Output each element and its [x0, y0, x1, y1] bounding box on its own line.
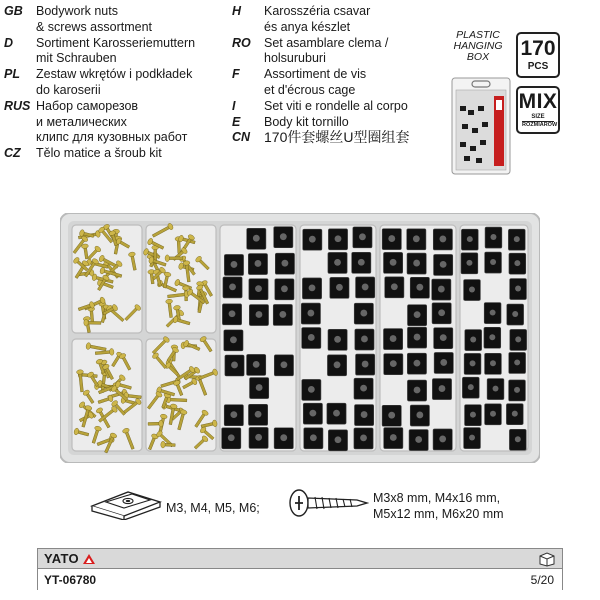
description-row-i: [232, 99, 444, 115]
clip-nut: [407, 327, 426, 348]
description-row-cz: [4, 146, 229, 162]
clip-nut: [304, 428, 323, 449]
clip-nut: [464, 280, 481, 301]
clip-nut: [353, 227, 372, 248]
pieces-count-unit: PCS: [527, 61, 549, 72]
description-text: Set asamblare clema / holsuruburi: [264, 35, 389, 66]
hanging-box-image: [450, 76, 512, 176]
package-box-icon: [538, 551, 556, 567]
clip-nut: [274, 355, 293, 376]
clip-nut: [407, 353, 426, 374]
language-code: E: [232, 114, 241, 129]
clip-nut: [433, 429, 452, 450]
clip-nut: [328, 252, 347, 273]
clip-nut: [301, 303, 320, 324]
clip-nut-icon: [88, 484, 164, 520]
clip-nut: [328, 329, 347, 350]
mix-badge-value: MIX: [518, 90, 558, 113]
language-code: RO: [232, 35, 251, 50]
clip-nut: [407, 380, 426, 401]
clip-nut: [484, 327, 501, 348]
clip-nut: [485, 353, 502, 374]
clip-nut: [509, 429, 526, 450]
clip-nut: [464, 428, 481, 449]
language-code: I: [232, 98, 236, 113]
language-code: RUS: [4, 98, 31, 113]
clip-nut: [222, 304, 241, 325]
language-code: CZ: [4, 146, 21, 161]
footer-brand-row: [38, 549, 562, 569]
clip-nut: [509, 352, 526, 373]
clip-nut: [385, 277, 404, 298]
clip-nut: [274, 227, 293, 248]
description-text: Bodywork nuts & screws assortment: [36, 4, 153, 34]
clip-nut: [484, 303, 501, 324]
clip-nut: [224, 405, 243, 426]
description-text: Assortiment de vis et d'écrous cage: [264, 67, 367, 97]
clip-nut: [275, 279, 294, 300]
description-text: Karosszéria csavar és anya készlet: [264, 4, 371, 34]
clip-nut: [462, 377, 479, 398]
language-code: CN: [232, 130, 251, 145]
mix-size-badge: [516, 86, 560, 134]
clip-nut: [354, 428, 373, 449]
clip-nut: [352, 252, 371, 273]
nut-sizes: M3, M4, M5, M6;: [166, 501, 260, 515]
clip-nut: [506, 404, 523, 425]
clip-nut: [247, 354, 266, 375]
clip-nut: [434, 328, 453, 349]
brand-name: YATO: [44, 551, 79, 566]
clip-nut: [225, 355, 244, 376]
clip-nut: [432, 303, 451, 324]
product-footer: [37, 548, 563, 590]
clip-nut: [330, 277, 349, 298]
clip-nut: [303, 403, 322, 424]
description-text: Zestaw wkrętów i podkładek do karoserii: [36, 67, 193, 97]
language-code: H: [232, 4, 242, 18]
description-row-gb: [4, 4, 229, 36]
description-text: 170件套螺丝U型圈组套: [264, 129, 410, 146]
clip-nut: [302, 379, 321, 400]
clip-nut: [354, 303, 373, 324]
clip-nut: [302, 278, 321, 299]
clip-nut: [461, 229, 478, 250]
clip-nut: [273, 304, 292, 325]
clip-nut: [487, 379, 504, 400]
clip-nut: [510, 329, 527, 350]
clip-nut: [382, 229, 401, 250]
mix-badge-line1: SIZE: [531, 114, 545, 120]
descriptions-right: [232, 4, 444, 146]
clip-nut: [356, 354, 375, 375]
description-row-cn: [232, 130, 444, 146]
clip-nut: [432, 379, 451, 400]
clip-nut: [248, 254, 267, 275]
model-number: YT-06780: [44, 573, 97, 587]
description-row-rus: [4, 99, 229, 146]
clip-nut: [383, 329, 402, 350]
clip-nut: [224, 254, 243, 275]
clip-nut: [509, 253, 526, 274]
footer-model-row: [38, 570, 562, 590]
clip-nut: [356, 277, 375, 298]
description-row-h: [232, 4, 444, 36]
clip-nut: [222, 428, 241, 449]
clip-nut: [355, 405, 374, 426]
clip-nut: [224, 330, 243, 351]
clip-nut: [384, 428, 403, 449]
pack-quantity: 5/20: [530, 573, 554, 587]
packaging-label: PLASTIC HANGING BOX: [453, 29, 503, 63]
clip-nut: [249, 279, 268, 300]
clip-nut: [434, 352, 453, 373]
clip-nut: [250, 378, 269, 399]
descriptions-left: [4, 4, 229, 162]
clip-nut: [274, 428, 293, 449]
clip-nut: [434, 254, 453, 275]
brand-logo: [44, 551, 96, 566]
clip-nut: [249, 427, 268, 448]
language-code: PL: [4, 67, 20, 82]
clip-nut: [275, 253, 294, 274]
description-text: Set viti e rondelle al corpo: [264, 98, 408, 113]
clip-nut: [354, 378, 373, 399]
clip-nut: [507, 304, 524, 325]
product-photo: [60, 213, 540, 463]
clip-nut: [407, 229, 426, 250]
clip-nut: [465, 330, 482, 351]
clip-nut: [408, 305, 427, 326]
clip-nut: [485, 227, 502, 248]
clip-nut: [328, 430, 347, 451]
pieces-count-value: 170: [520, 37, 556, 60]
clip-nut: [303, 229, 322, 250]
language-code: GB: [4, 4, 23, 18]
clip-nut: [410, 405, 429, 426]
clip-nut: [508, 229, 525, 250]
clip-nut: [432, 279, 451, 300]
clip-nut: [223, 277, 242, 298]
clip-nut: [383, 252, 402, 273]
clip-nut: [433, 229, 452, 250]
clip-nut: [410, 277, 429, 298]
screw-icon: [287, 486, 369, 520]
clip-nut: [248, 404, 267, 425]
description-text: Body kit tornillo: [264, 114, 349, 129]
clip-nut: [328, 229, 347, 250]
clip-nut: [382, 405, 401, 426]
clip-nut: [461, 253, 478, 274]
clip-nut: [407, 253, 426, 274]
clip-nut: [464, 353, 481, 374]
mix-badge-line2: ROZMIAROW: [522, 122, 558, 128]
screw-sizes: M3x8 mm, M4x16 mm, M5x12 mm, M6x20 mm: [373, 491, 504, 521]
clip-nut: [485, 404, 502, 425]
description-row-ro: [232, 36, 444, 68]
language-code: D: [4, 35, 14, 50]
clip-nut: [327, 403, 346, 424]
clip-nut: [384, 354, 403, 375]
pieces-count-badge: [516, 32, 560, 78]
description-row-e: [232, 115, 444, 131]
description-row-d: [4, 36, 229, 68]
clip-nut: [302, 328, 321, 349]
clip-nut: [327, 355, 346, 376]
language-code: F: [232, 67, 240, 82]
description-text: Набор саморезов и металических клипс для кузовных работ: [36, 98, 188, 145]
description-row-f: [232, 67, 444, 99]
clip-nut: [249, 305, 268, 326]
clip-nut: [247, 228, 266, 249]
description-text: Tělo matice a šroub kit: [36, 146, 162, 161]
clip-nut: [409, 430, 428, 451]
clip-nut: [509, 380, 526, 401]
description-row-pl: [4, 67, 229, 99]
brand-triangle-icon: [82, 553, 96, 565]
clip-nut: [510, 279, 527, 300]
clip-nut: [485, 252, 502, 273]
description-text: Sortiment Karosseriemuttern mit Schrauben: [36, 35, 196, 66]
clip-nut: [465, 405, 482, 426]
clip-nut: [355, 329, 374, 350]
